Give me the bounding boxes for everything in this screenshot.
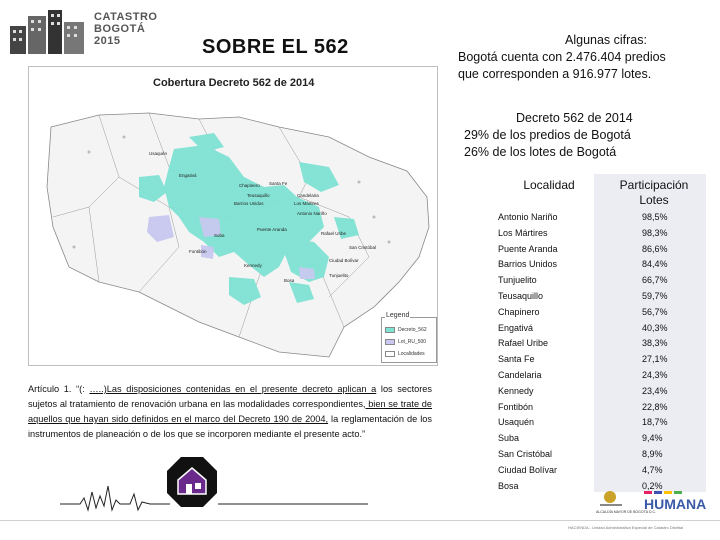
table-cell-localidad: Engativá	[498, 322, 534, 333]
table-cell-participacion: 86,6%	[642, 243, 668, 254]
logo-line3: 2015	[94, 35, 121, 47]
catastro-logo	[8, 8, 178, 56]
map-label-ciudad-bolivar: Ciudad Bolívar	[329, 258, 359, 263]
signal-line-left	[60, 474, 170, 514]
map-label-bosa: Bosa	[284, 278, 295, 283]
footer-note: HACIENDA - Unidad Administrativa Especial de Catastro Distrital	[568, 525, 684, 530]
table-cell-localidad: Santa Fe	[498, 354, 535, 365]
map-label-kennedy: Kennedy	[244, 263, 262, 268]
table-row	[496, 465, 706, 481]
table-cell-participacion: 22,8%	[642, 401, 668, 412]
article-text	[28, 382, 432, 442]
map-label-los-martires: Los Mártires	[294, 201, 319, 206]
map-label-fontibon: Fontibón	[189, 249, 207, 254]
table-cell-localidad: Antonio Nariño	[498, 212, 558, 222]
table-row	[496, 370, 706, 386]
table-cell-localidad: Teusaquillo	[498, 291, 544, 301]
table-cell-participacion: 84,4%	[642, 259, 668, 270]
table-cell-localidad: Puente Aranda	[498, 243, 558, 254]
article-text-2: la reglamentación de los instrumentos de planeación o de los que se incorporen mediante el presente acto.”	[28, 414, 432, 439]
table-cell-participacion: 98,3%	[642, 227, 668, 238]
legend-item	[385, 338, 426, 345]
table-cell-localidad: Ciudad Bolívar	[498, 464, 558, 475]
footer-divider	[0, 520, 720, 521]
table-row	[496, 323, 706, 339]
map-label-barrios-unidos: Barrios Unidos	[234, 201, 264, 206]
article-text-1: los sectores sujetos al tratamiento de renovación urbana en las modalidades correspondientes,	[28, 384, 433, 409]
table-cell-participacion: 9,4%	[642, 433, 663, 444]
column-header-participacion	[606, 178, 702, 208]
article-prefix: Artículo 1. “(:	[28, 384, 90, 394]
map-label-antonio-narino: Antonio Nariño	[297, 211, 327, 216]
figures-line2: que corresponden a 916.977 lotes.	[458, 67, 652, 81]
figures-line1: Bogotá cuenta con 2.476.404 predios	[458, 50, 666, 64]
logo-text	[94, 12, 157, 48]
table-cell-participacion: 18,7%	[642, 417, 668, 428]
table-row	[496, 386, 706, 402]
decree-line1: 29% de los predios de Bogotá	[464, 128, 631, 142]
table-row	[496, 228, 706, 244]
table-cell-participacion: 59,7%	[642, 291, 668, 301]
map-label-puente-aranda: Puente Aranda	[257, 227, 287, 232]
map-label-santa-fe: Santa Fe	[269, 181, 288, 186]
table-cell-participacion: 56,7%	[642, 306, 668, 317]
legend-label: Localidades	[398, 350, 425, 357]
alcaldia-text: ALCALDÍA MAYOR DE BOGOTÁ D.C.	[596, 510, 657, 514]
map-label-teusaquillo: Teusaquillo	[247, 193, 270, 198]
table-cell-localidad: Fontibón	[498, 401, 534, 412]
table-row	[496, 354, 706, 370]
table-cell-participacion: 38,3%	[642, 338, 668, 349]
table-cell-localidad: Usaquén	[498, 417, 535, 428]
participation-table	[496, 174, 706, 492]
table-cell-localidad: Rafael Uribe	[498, 338, 549, 349]
column-header-localidad: Localidad	[523, 178, 575, 192]
table-row	[496, 291, 706, 307]
legend-label: Decreto_562	[398, 326, 427, 333]
legend-item	[385, 350, 425, 357]
table-row	[496, 307, 706, 323]
building-icon	[8, 8, 86, 56]
logo-line1: CATASTRO	[94, 11, 158, 23]
table-cell-participacion: 27,1%	[642, 354, 668, 365]
table-row	[496, 402, 706, 418]
legend-swatch	[385, 327, 395, 333]
table-cell-localidad: Candelaria	[498, 370, 542, 380]
table-cell-localidad: Barrios Unidos	[498, 259, 558, 270]
table-row	[496, 417, 706, 433]
legend-swatch	[385, 339, 395, 345]
table-cell-localidad: Suba	[498, 433, 520, 444]
decree-line2: 26% de los lotes de Bogotá	[464, 145, 617, 159]
table-row	[496, 275, 706, 291]
legend-item	[385, 326, 427, 333]
map-label-tunjuelito: Tunjuelito	[329, 273, 349, 278]
table-cell-localidad: Chapinero	[498, 306, 540, 317]
table-cell-participacion: 4,7%	[642, 464, 663, 475]
article-underline-2: bien se trate de aquellos que hayan sido definidos en el marco del Decreto 190 de 2004,	[28, 399, 433, 424]
article-underline-1: …..)Las disposiciones contenidas en el presente decreto aplican a	[89, 384, 377, 394]
table-cell-localidad: San Cristóbal	[498, 449, 553, 459]
table-row	[496, 449, 706, 465]
legend-label: Lot_RU_500	[398, 338, 427, 345]
table-cell-participacion: 24,3%	[642, 370, 668, 380]
alcaldia-logo	[596, 488, 716, 518]
table-cell-participacion: 98,5%	[642, 212, 668, 222]
logo-line2: BOGOTÁ	[94, 23, 146, 35]
decree-block	[464, 110, 720, 161]
slide-title: SOBRE EL 562	[202, 36, 349, 58]
table-cell-participacion: 66,7%	[642, 275, 668, 286]
table-row	[496, 433, 706, 449]
map-label-candelaria: Candelaria	[297, 193, 319, 198]
map-label-usaquen: Usaquén	[149, 151, 168, 156]
table-row	[496, 338, 706, 354]
table-cell-localidad: Tunjuelito	[498, 275, 537, 286]
decree-heading: Decreto 562 de 2014	[516, 111, 633, 125]
table-row	[496, 259, 706, 275]
table-row	[496, 244, 706, 260]
table-cell-participacion: 8,9%	[642, 449, 663, 459]
table-cell-participacion: 0,2%	[642, 480, 663, 491]
humana-logo-text: HUMANA	[644, 496, 707, 512]
map-label-engativa: Engativá	[179, 173, 197, 178]
footer-logos	[596, 488, 716, 518]
legend-title: Legend	[386, 312, 410, 319]
map-label-suba: Suba	[214, 233, 225, 238]
signal-line-right	[218, 474, 368, 514]
table-cell-participacion: 23,4%	[642, 385, 668, 396]
legend-swatch	[385, 351, 395, 357]
table-cell-localidad: Los Mártires	[498, 227, 548, 238]
column-header-line2: Lotes	[639, 193, 669, 207]
table-cell-participacion: 40,3%	[642, 322, 668, 333]
map-label-san-cristobal: San Cristóbal	[349, 245, 377, 250]
table-row	[496, 212, 706, 228]
figures-block	[458, 32, 714, 83]
map-legend	[381, 312, 437, 363]
table-cell-localidad: Kennedy	[498, 385, 534, 396]
map-title: Cobertura Decreto 562 de 2014	[153, 77, 315, 89]
map-graphic	[29, 67, 437, 365]
map-label-chapinero: Chapinero	[239, 183, 260, 188]
figures-heading: Algunas cifras:	[565, 33, 647, 47]
map-label-rafael-uribe: Rafael Uribe	[321, 231, 347, 236]
table-cell-localidad: Bosa	[498, 480, 519, 491]
coverage-map	[28, 66, 438, 366]
house-octagon-icon	[166, 456, 218, 508]
column-header-line1: Participación	[619, 178, 689, 192]
